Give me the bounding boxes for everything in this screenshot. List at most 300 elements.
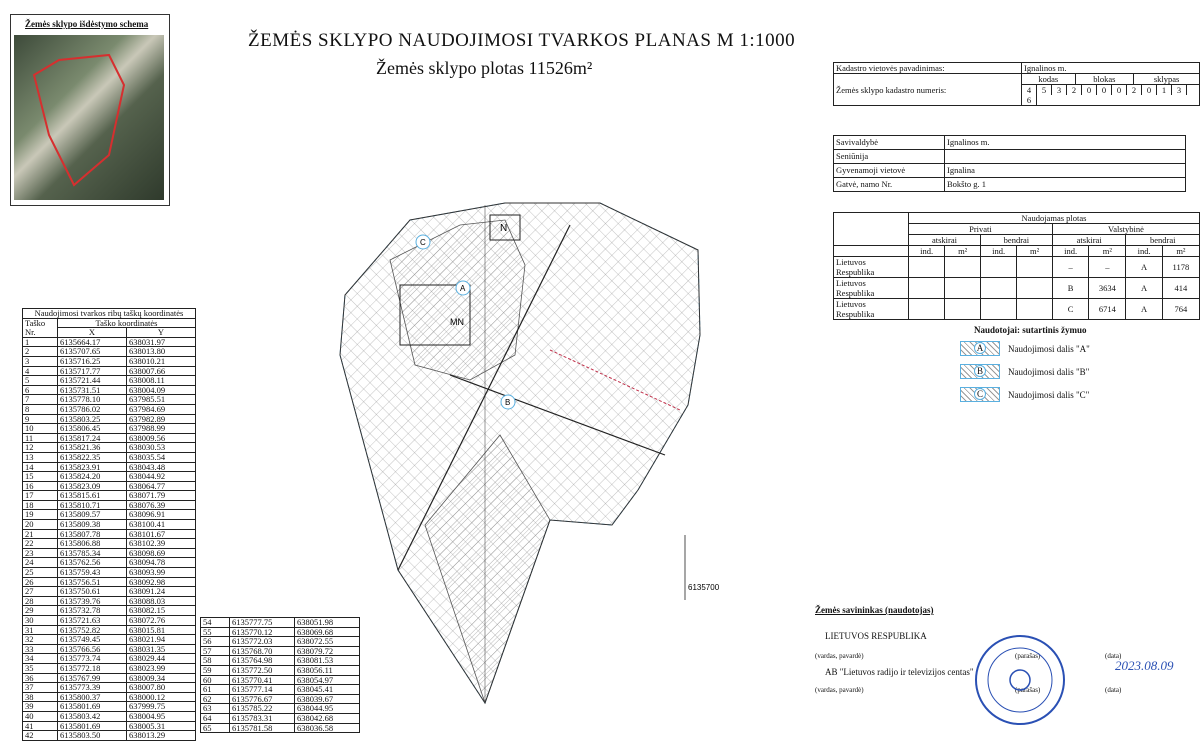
usage-row bbox=[834, 278, 1200, 299]
cadastre-table bbox=[833, 62, 1200, 106]
address-row bbox=[834, 150, 1186, 164]
point-no: 56 bbox=[201, 637, 230, 647]
header-private-joint: bendrai bbox=[980, 235, 1052, 246]
coord-x: 6135803.25 bbox=[58, 414, 127, 424]
coord-y: 638023.99 bbox=[127, 663, 196, 673]
aerial-photo bbox=[14, 35, 164, 200]
point-no: 30 bbox=[23, 616, 58, 626]
coord-x: 6135664.17 bbox=[58, 337, 127, 347]
legend-letter: A bbox=[974, 342, 986, 354]
col-coords: Taško koordinatės bbox=[58, 318, 196, 328]
legend-swatch bbox=[960, 364, 1000, 379]
usage-cell: C bbox=[1052, 299, 1088, 320]
point-no: 1 bbox=[23, 337, 58, 347]
point-no: 4 bbox=[23, 366, 58, 376]
coord-x: 6135806.45 bbox=[58, 424, 127, 434]
coord-row bbox=[23, 529, 196, 539]
address-value: Bokšto g. 1 bbox=[945, 178, 1186, 192]
cadastre-digits bbox=[1022, 85, 1200, 106]
plan-title: ŽEMĖS SKLYPO NAUDOJIMOSI TVARKOS PLANAS M 1:1000 bbox=[248, 30, 796, 51]
legend-item bbox=[960, 364, 1090, 379]
point-no: 20 bbox=[23, 520, 58, 530]
point-no: 18 bbox=[23, 500, 58, 510]
point-no: 23 bbox=[23, 548, 58, 558]
cadastre-digit: 0 bbox=[1112, 85, 1127, 95]
point-no: 57 bbox=[201, 646, 230, 656]
address-row bbox=[834, 178, 1186, 192]
point-no: 32 bbox=[23, 635, 58, 645]
coord-x: 6135773.39 bbox=[58, 683, 127, 693]
coord-row bbox=[23, 433, 196, 443]
point-no: 40 bbox=[23, 711, 58, 721]
coord-row bbox=[23, 644, 196, 654]
coord-x: 6135810.71 bbox=[58, 500, 127, 510]
legend-letter: C bbox=[974, 388, 986, 400]
building-label-mn: MN bbox=[450, 317, 464, 327]
h-ind: ind. bbox=[980, 246, 1016, 257]
coord-x: 6135809.57 bbox=[58, 510, 127, 520]
coord-x: 6135785.22 bbox=[230, 704, 295, 714]
point-no: 58 bbox=[201, 656, 230, 666]
legend bbox=[960, 325, 1090, 410]
usage-cell bbox=[1017, 299, 1053, 320]
owner-sub-name-1: (vardas, pavardė) bbox=[815, 652, 864, 660]
coord-row bbox=[23, 731, 196, 741]
coord-x: 6135806.88 bbox=[58, 539, 127, 549]
point-no: 24 bbox=[23, 558, 58, 568]
coord-x: 6135817.24 bbox=[58, 433, 127, 443]
coord-row bbox=[23, 692, 196, 702]
coord-y: 638045.41 bbox=[295, 685, 360, 695]
header-state-sep: atskirai bbox=[1052, 235, 1126, 246]
usage-cell: A bbox=[1126, 278, 1162, 299]
point-no: 62 bbox=[201, 694, 230, 704]
coord-y: 638076.39 bbox=[127, 500, 196, 510]
usage-cell: 764 bbox=[1162, 299, 1199, 320]
usage-cell: 414 bbox=[1162, 278, 1199, 299]
owner-title: Žemės savininkas (naudotojas) bbox=[815, 605, 934, 615]
coord-y: 638069.68 bbox=[295, 627, 360, 637]
coord-y: 637982.89 bbox=[127, 414, 196, 424]
point-no: 15 bbox=[23, 472, 58, 482]
cadastre-digit: 2 bbox=[1067, 85, 1082, 95]
point-no: 25 bbox=[23, 568, 58, 578]
coord-x: 6135764.98 bbox=[230, 656, 295, 666]
coord-y: 637999.75 bbox=[127, 702, 196, 712]
coord-row bbox=[23, 424, 196, 434]
coord-y: 638036.58 bbox=[295, 723, 360, 733]
header-sklypas: sklypas bbox=[1134, 74, 1200, 85]
point-no: 63 bbox=[201, 704, 230, 714]
coord-x: 6135707.65 bbox=[58, 347, 127, 357]
coord-y: 638094.78 bbox=[127, 558, 196, 568]
coord-row bbox=[23, 721, 196, 731]
usage-cell bbox=[909, 299, 945, 320]
coord-row bbox=[23, 500, 196, 510]
point-no: 33 bbox=[23, 644, 58, 654]
coord-row bbox=[23, 673, 196, 683]
coord-x: 6135716.25 bbox=[58, 356, 127, 366]
header-private: Privati bbox=[909, 224, 1053, 235]
coord-y: 638096.91 bbox=[127, 510, 196, 520]
coord-y: 638007.66 bbox=[127, 366, 196, 376]
point-no: 13 bbox=[23, 452, 58, 462]
coord-row bbox=[23, 606, 196, 616]
coord-row bbox=[23, 577, 196, 587]
header-private-sep: atskirai bbox=[909, 235, 981, 246]
coord-x: 6135768.70 bbox=[230, 646, 295, 656]
usage-cell: 3634 bbox=[1089, 278, 1126, 299]
coord-row bbox=[23, 702, 196, 712]
coord-y: 638100.41 bbox=[127, 520, 196, 530]
owner-name-2: AB "Lietuvos radijo ir televizijos centas" bbox=[825, 667, 974, 677]
address-label: Gyvenamoji vietovė bbox=[834, 164, 945, 178]
point-no: 19 bbox=[23, 510, 58, 520]
legend-swatch bbox=[960, 387, 1000, 402]
coord-y: 638030.53 bbox=[127, 443, 196, 453]
coord-y: 638031.35 bbox=[127, 644, 196, 654]
coord-y: 638009.56 bbox=[127, 433, 196, 443]
coord-y: 638013.29 bbox=[127, 731, 196, 741]
col-point-no: Taško Nr. bbox=[23, 318, 58, 337]
coord-y: 638008.11 bbox=[127, 376, 196, 386]
coord-row bbox=[23, 443, 196, 453]
coord-x: 6135786.02 bbox=[58, 404, 127, 414]
coord-x: 6135807.78 bbox=[58, 529, 127, 539]
point-no: 2 bbox=[23, 347, 58, 357]
point-no: 55 bbox=[201, 627, 230, 637]
h-m2: m² bbox=[1162, 246, 1199, 257]
coord-y: 637985.51 bbox=[127, 395, 196, 405]
address-rows bbox=[834, 136, 1186, 192]
owner-block bbox=[815, 605, 1195, 725]
coord-row bbox=[23, 491, 196, 501]
coord-y: 638071.79 bbox=[127, 491, 196, 501]
usage-rows bbox=[834, 257, 1200, 320]
owner-sub-date-1: (data) bbox=[1105, 652, 1122, 660]
point-no: 28 bbox=[23, 596, 58, 606]
coord-y: 638079.72 bbox=[295, 646, 360, 656]
coord-row bbox=[23, 548, 196, 558]
h-ind: ind. bbox=[1052, 246, 1088, 257]
h-m2: m² bbox=[1017, 246, 1053, 257]
usage-cell: – bbox=[1089, 257, 1126, 278]
address-value: Ignalinos m. bbox=[945, 136, 1186, 150]
coord-y: 638064.77 bbox=[127, 481, 196, 491]
point-no: 3 bbox=[23, 356, 58, 366]
coord-row bbox=[23, 539, 196, 549]
cadastre-digit: 4 bbox=[1022, 85, 1037, 95]
coord-x: 6135777.14 bbox=[230, 685, 295, 695]
coord-x: 6135803.42 bbox=[58, 711, 127, 721]
coord-row bbox=[23, 395, 196, 405]
address-value: Ignalina bbox=[945, 164, 1186, 178]
coord-x: 6135772.18 bbox=[58, 663, 127, 673]
coord-y: 638093.99 bbox=[127, 568, 196, 578]
h-m2: m² bbox=[1089, 246, 1126, 257]
owner-name-1: LIETUVOS RESPUBLIKA bbox=[825, 631, 927, 641]
point-no: 38 bbox=[23, 692, 58, 702]
address-value bbox=[945, 150, 1186, 164]
coord-x: 6135752.82 bbox=[58, 625, 127, 635]
header-state-joint: bendrai bbox=[1126, 235, 1200, 246]
coord-x: 6135770.41 bbox=[230, 675, 295, 685]
coord-x: 6135777.75 bbox=[230, 618, 295, 628]
point-no: 6 bbox=[23, 385, 58, 395]
usage-cell bbox=[909, 278, 945, 299]
h-ind: ind. bbox=[1126, 246, 1162, 257]
coord-y: 638102.39 bbox=[127, 539, 196, 549]
coord-row bbox=[23, 683, 196, 693]
usage-cell: 6714 bbox=[1089, 299, 1126, 320]
coord-x: 6135801.69 bbox=[58, 702, 127, 712]
address-label: Gatvė, namo Nr. bbox=[834, 178, 945, 192]
cadastre-digit: 0 bbox=[1082, 85, 1097, 95]
header-kodas: kodas bbox=[1022, 74, 1076, 85]
cadastre-digit: 3 bbox=[1052, 85, 1067, 95]
coord-x: 6135822.35 bbox=[58, 452, 127, 462]
point-no: 39 bbox=[23, 702, 58, 712]
coord-x: 6135749.45 bbox=[58, 635, 127, 645]
coord-x: 6135823.09 bbox=[58, 481, 127, 491]
usage-cell bbox=[945, 278, 981, 299]
usage-cell bbox=[1017, 278, 1053, 299]
usage-cell: A bbox=[1126, 257, 1162, 278]
usage-cell: 1178 bbox=[1162, 257, 1199, 278]
legend-letter: B bbox=[974, 365, 986, 377]
col-y: Y bbox=[127, 328, 196, 338]
official-stamp bbox=[965, 625, 1075, 725]
coord-x: 6135823.91 bbox=[58, 462, 127, 472]
coord-y: 638031.97 bbox=[127, 337, 196, 347]
point-no: 42 bbox=[23, 731, 58, 741]
point-no: 34 bbox=[23, 654, 58, 664]
cadastre-digit: 0 bbox=[1142, 85, 1157, 95]
usage-title: Naudojamas plotas bbox=[909, 213, 1200, 224]
coord-y: 638005.31 bbox=[127, 721, 196, 731]
grid-label-x: 6135700 bbox=[688, 583, 720, 592]
h-ind: ind. bbox=[909, 246, 945, 257]
coord-x: 6135767.99 bbox=[58, 673, 127, 683]
legend-items bbox=[960, 341, 1090, 402]
usage-cell bbox=[980, 299, 1016, 320]
coord-y: 638013.80 bbox=[127, 347, 196, 357]
place-value: Ignalinos m. bbox=[1022, 63, 1200, 74]
coord-row bbox=[23, 625, 196, 635]
coord-x: 6135781.58 bbox=[230, 723, 295, 733]
coord-row bbox=[23, 404, 196, 414]
coord-y: 638056.11 bbox=[295, 665, 360, 675]
point-no: 59 bbox=[201, 665, 230, 675]
coord-y: 638000.12 bbox=[127, 692, 196, 702]
coord-y: 637988.99 bbox=[127, 424, 196, 434]
usage-cell bbox=[945, 257, 981, 278]
point-no: 14 bbox=[23, 462, 58, 472]
coord-y: 638091.24 bbox=[127, 587, 196, 597]
usage-table bbox=[833, 212, 1200, 320]
coord-x: 6135773.74 bbox=[58, 654, 127, 664]
coord-x: 6135770.12 bbox=[230, 627, 295, 637]
coord-row bbox=[23, 452, 196, 462]
point-no: 61 bbox=[201, 685, 230, 695]
usage-cell bbox=[909, 257, 945, 278]
usage-cell bbox=[1017, 257, 1053, 278]
point-no: 8 bbox=[23, 404, 58, 414]
coord-x: 6135772.50 bbox=[230, 665, 295, 675]
point-no: 35 bbox=[23, 663, 58, 673]
number-label: Žemės sklypo kadastro numeris: bbox=[834, 74, 1022, 106]
usage-row bbox=[834, 257, 1200, 278]
cadastre-digit: 3 bbox=[1172, 85, 1187, 95]
point-no: 64 bbox=[201, 713, 230, 723]
coord-y: 638072.55 bbox=[295, 637, 360, 647]
coord-y: 638021.94 bbox=[127, 635, 196, 645]
signature-date: 2023.08.09 bbox=[1115, 658, 1174, 673]
coord-x: 6135766.56 bbox=[58, 644, 127, 654]
coordinates-table bbox=[22, 308, 196, 741]
coord-x: 6135824.20 bbox=[58, 472, 127, 482]
usage-owner: Lietuvos Respublika bbox=[834, 278, 909, 299]
legend-title: Naudotojai: sutartinis žymuo bbox=[974, 325, 1087, 335]
coord-y: 638092.98 bbox=[127, 577, 196, 587]
point-no: 54 bbox=[201, 618, 230, 628]
coord-x: 6135772.03 bbox=[230, 637, 295, 647]
coord-row bbox=[23, 366, 196, 376]
cadastre-digit: 5 bbox=[1037, 85, 1052, 95]
coord-y: 638054.97 bbox=[295, 675, 360, 685]
coord-row bbox=[23, 568, 196, 578]
coord-y: 638044.92 bbox=[127, 472, 196, 482]
coord-y: 638044.95 bbox=[295, 704, 360, 714]
coord-y: 638081.53 bbox=[295, 656, 360, 666]
coord-x: 6135762.56 bbox=[58, 558, 127, 568]
coord-x: 6135785.34 bbox=[58, 548, 127, 558]
owner-sub-sign-1: (parašas) bbox=[1015, 652, 1041, 660]
coord-y: 638039.67 bbox=[295, 694, 360, 704]
header-state: Valstybinė bbox=[1052, 224, 1199, 235]
point-no: 27 bbox=[23, 587, 58, 597]
coords-caption: Naudojimosi tvarkos ribų taškų koordinatės bbox=[23, 309, 196, 319]
coord-y: 638042.68 bbox=[295, 713, 360, 723]
coord-x: 6135776.67 bbox=[230, 694, 295, 704]
point-no: 12 bbox=[23, 443, 58, 453]
point-no: 17 bbox=[23, 491, 58, 501]
coord-row bbox=[23, 711, 196, 721]
coord-y: 638029.44 bbox=[127, 654, 196, 664]
zone-b-label: B bbox=[505, 398, 511, 407]
coord-row bbox=[23, 635, 196, 645]
coord-row bbox=[23, 462, 196, 472]
usage-owner: Lietuvos Respublika bbox=[834, 257, 909, 278]
schema-title: Žemės sklypo išdėstymo schema bbox=[25, 19, 149, 29]
point-no: 16 bbox=[23, 481, 58, 491]
coord-y: 637984.69 bbox=[127, 404, 196, 414]
plot-area: Žemės sklypo plotas 11526m² bbox=[376, 58, 593, 78]
coord-x: 6135778.10 bbox=[58, 395, 127, 405]
coord-x: 6135815.61 bbox=[58, 491, 127, 501]
usage-row bbox=[834, 299, 1200, 320]
coord-x: 6135759.43 bbox=[58, 568, 127, 578]
legend-label: Naudojimosi dalis "B" bbox=[1008, 366, 1090, 377]
owner-sub-name-2: (vardas, pavardė) bbox=[815, 686, 864, 694]
usage-owner: Lietuvos Respublika bbox=[834, 299, 909, 320]
coord-x: 6135731.51 bbox=[58, 385, 127, 395]
coord-x: 6135800.37 bbox=[58, 692, 127, 702]
coord-x: 6135732.78 bbox=[58, 606, 127, 616]
coord-x: 6135750.61 bbox=[58, 587, 127, 597]
coord-row bbox=[23, 337, 196, 347]
legend-swatch bbox=[960, 341, 1000, 356]
h-m2: m² bbox=[945, 246, 981, 257]
point-no: 11 bbox=[23, 433, 58, 443]
coord-x: 6135756.51 bbox=[58, 577, 127, 587]
coord-y: 638101.67 bbox=[127, 529, 196, 539]
cadastre-digit: 0 bbox=[1097, 85, 1112, 95]
usage-cell bbox=[945, 299, 981, 320]
coord-row bbox=[23, 520, 196, 530]
place-label: Kadastro vietovės pavadinimas: bbox=[834, 63, 1022, 74]
cadastre-digit: 6 bbox=[1022, 95, 1037, 105]
point-no: 37 bbox=[23, 683, 58, 693]
coord-row bbox=[23, 385, 196, 395]
coord-row bbox=[23, 558, 196, 568]
coord-row bbox=[23, 587, 196, 597]
coord-x: 6135717.77 bbox=[58, 366, 127, 376]
point-no: 10 bbox=[23, 424, 58, 434]
address-table bbox=[833, 135, 1186, 192]
site-plan-map bbox=[300, 185, 730, 730]
coord-row bbox=[23, 663, 196, 673]
coord-row bbox=[23, 654, 196, 664]
coord-row bbox=[23, 596, 196, 606]
legend-label: Naudojimosi dalis "C" bbox=[1008, 389, 1090, 400]
point-no: 65 bbox=[201, 723, 230, 733]
coord-y: 638088.03 bbox=[127, 596, 196, 606]
point-no: 26 bbox=[23, 577, 58, 587]
address-row bbox=[834, 136, 1186, 150]
coord-x: 6135809.38 bbox=[58, 520, 127, 530]
coord-row bbox=[23, 481, 196, 491]
coord-row bbox=[23, 376, 196, 386]
point-no: 60 bbox=[201, 675, 230, 685]
zone-c-label: C bbox=[420, 238, 426, 247]
point-no: 29 bbox=[23, 606, 58, 616]
address-label: Seniūnija bbox=[834, 150, 945, 164]
coord-y: 638004.09 bbox=[127, 385, 196, 395]
coord-y: 638082.15 bbox=[127, 606, 196, 616]
coord-y: 638043.48 bbox=[127, 462, 196, 472]
coord-y: 638007.80 bbox=[127, 683, 196, 693]
coord-y: 638015.81 bbox=[127, 625, 196, 635]
point-no: 9 bbox=[23, 414, 58, 424]
address-row bbox=[834, 164, 1186, 178]
coord-row bbox=[23, 616, 196, 626]
north-label: N bbox=[500, 223, 508, 234]
coord-y: 638010.21 bbox=[127, 356, 196, 366]
location-schema bbox=[10, 14, 170, 206]
coord-row bbox=[23, 510, 196, 520]
coord-x: 6135783.31 bbox=[230, 713, 295, 723]
point-no: 31 bbox=[23, 625, 58, 635]
coord-row bbox=[23, 414, 196, 424]
zone-a-label: A bbox=[460, 284, 466, 293]
owner-sub-date-2: (data) bbox=[1105, 686, 1122, 694]
coord-x: 6135821.36 bbox=[58, 443, 127, 453]
coord-row bbox=[23, 356, 196, 366]
legend-label: Naudojimosi dalis "A" bbox=[1008, 343, 1090, 354]
coord-y: 638035.54 bbox=[127, 452, 196, 462]
coord-y: 638051.98 bbox=[295, 618, 360, 628]
